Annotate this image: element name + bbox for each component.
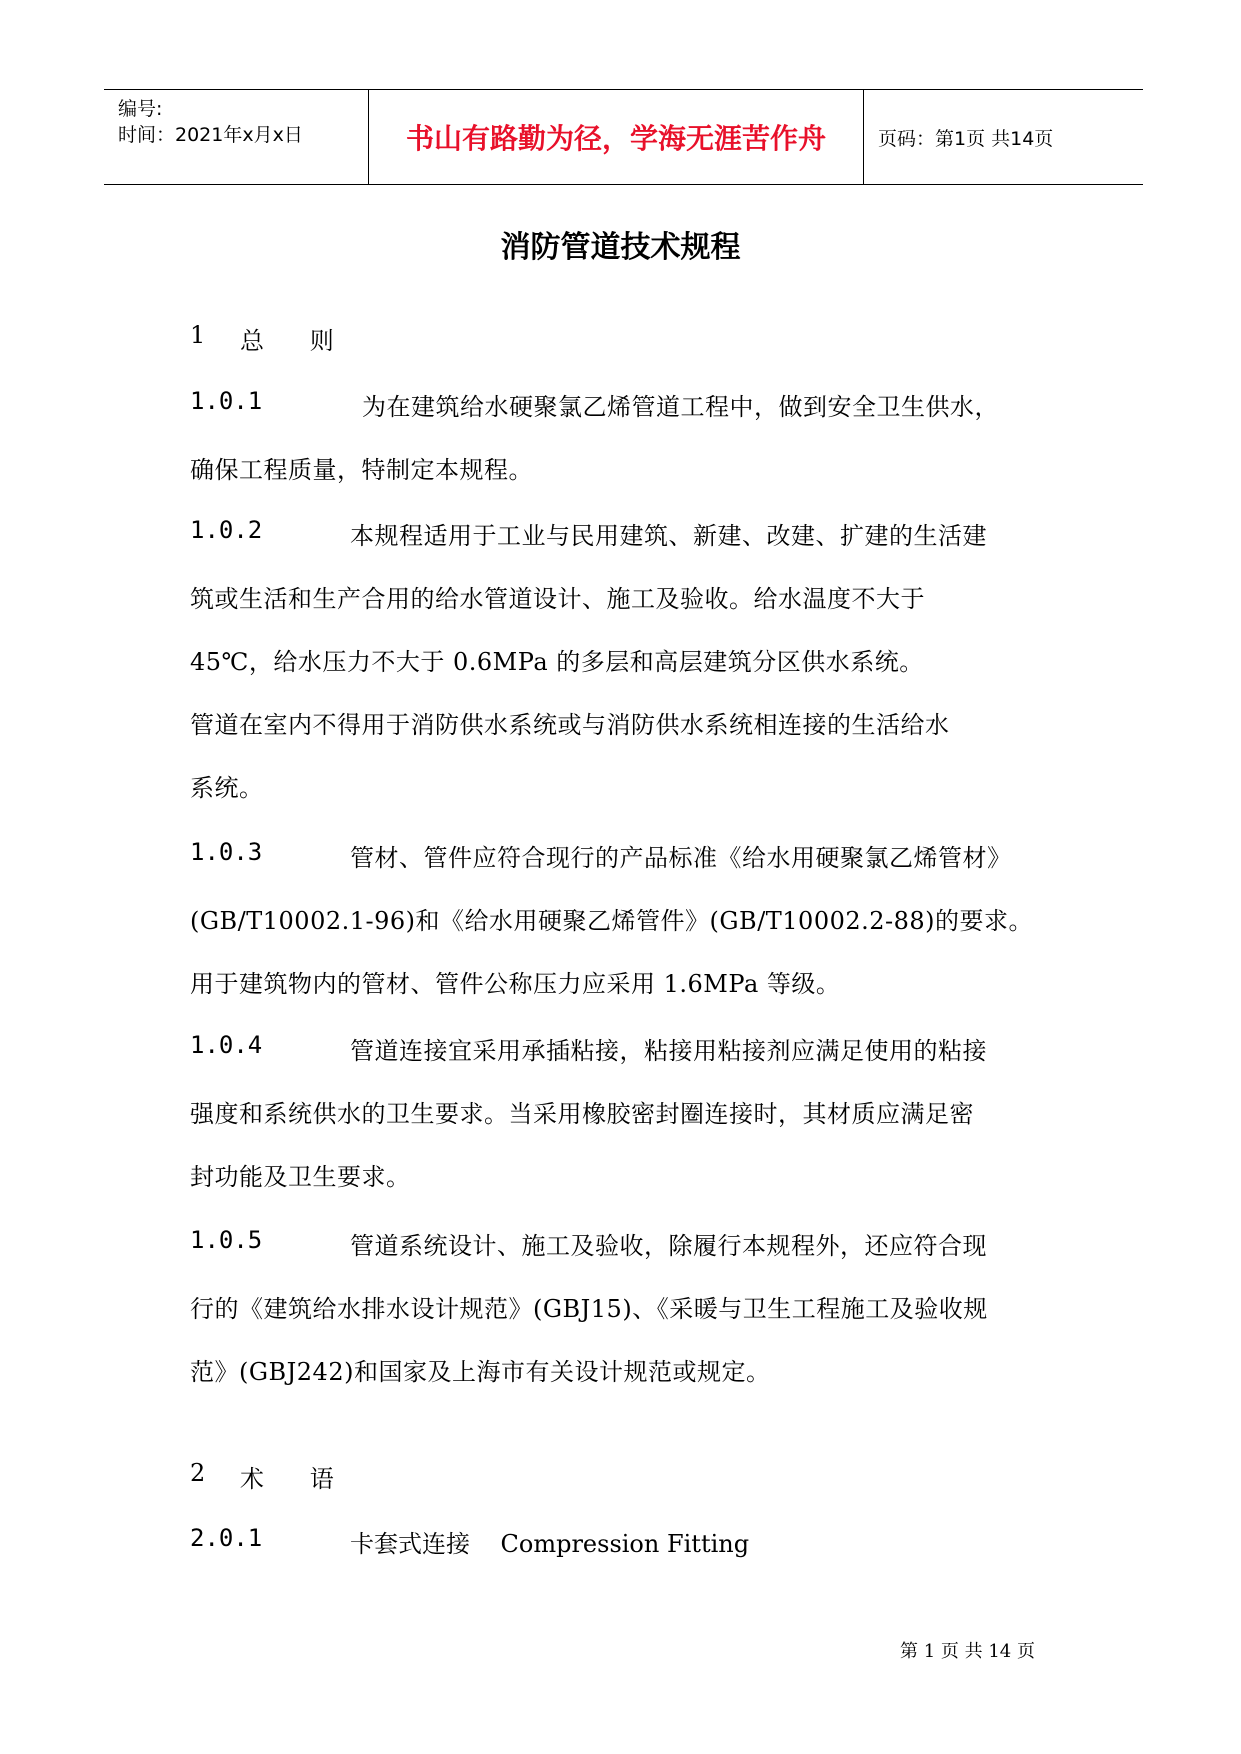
clause-first-line: 管材、管件应符合现行的产品标准《给水用硬聚氯乙烯管材》	[350, 844, 1012, 872]
header-motto: 书山有路勤为径，学海无涯苦作舟	[405, 122, 826, 155]
document-number-label: 编号:	[118, 98, 163, 120]
clause-line: 筑或生活和生产合用的给水管道设计、施工及验收。给水温度不大于	[190, 585, 925, 613]
header-page-cell	[864, 90, 1143, 184]
clause-number: 1.0.1	[190, 387, 263, 415]
clause-first-line: 为在建筑给水硬聚氯乙烯管道工程中，做到安全卫生供水，	[362, 393, 999, 421]
section-2-title: 术 语	[240, 1465, 334, 1493]
clause-number: 2.0.1	[190, 1524, 263, 1552]
section-1-title: 总 则	[240, 327, 334, 355]
clause-number: 1.0.3	[190, 838, 263, 866]
clause-line: 确保工程质量，特制定本规程。	[190, 456, 533, 484]
page-footer: 第 1 页 共 14 页	[900, 1641, 1035, 1662]
document-time-label: 时间：2021年x月x日	[118, 124, 303, 146]
header-page-code: 页码：第1页 共14页	[878, 128, 1054, 150]
clause-number: 1.0.2	[190, 516, 263, 544]
clause-number: 1.0.5	[190, 1226, 263, 1254]
clause-first-line: 管道系统设计、施工及验收，除履行本规程外，还应符合现	[350, 1232, 987, 1260]
clause-line: 封功能及卫生要求。	[190, 1163, 411, 1191]
clause-line: 系统。	[190, 774, 264, 802]
section-1-number: 1	[190, 321, 206, 349]
clause-line: 45℃，给水压力不大于 0.6MPa 的多层和高层建筑分区供水系统。	[190, 648, 924, 676]
section-2-number: 2	[190, 1459, 206, 1487]
term-definition: 卡套式连接 Compression Fitting	[350, 1530, 750, 1558]
header-info-cell	[104, 90, 369, 184]
clause-line: 用于建筑物内的管材、管件公称压力应采用 1.6MPa 等级。	[190, 970, 841, 998]
clause-line: 行的《建筑给水排水设计规范》(GBJ15)、《采暖与卫生工程施工及验收规	[190, 1295, 988, 1323]
document-title: 消防管道技术规程	[500, 230, 741, 265]
page-header	[104, 89, 1143, 185]
clause-line: (GB/T10002.1-96)和《给水用硬聚乙烯管件》(GB/T10002.2-88)的要求。	[190, 907, 1034, 935]
clause-first-line: 管道连接宜采用承插粘接，粘接用粘接剂应满足使用的粘接	[350, 1037, 987, 1065]
clause-number: 1.0.4	[190, 1031, 263, 1059]
clause-line: 范》(GBJ242)和国家及上海市有关设计规范或规定。	[190, 1358, 771, 1386]
header-motto-cell	[369, 90, 864, 184]
clause-line: 管道在室内不得用于消防供水系统或与消防供水系统相连接的生活给水	[190, 711, 950, 739]
clause-line: 强度和系统供水的卫生要求。当采用橡胶密封圈连接时，其材质应满足密	[190, 1100, 974, 1128]
clause-first-line: 本规程适用于工业与民用建筑、新建、改建、扩建的生活建	[350, 522, 987, 550]
